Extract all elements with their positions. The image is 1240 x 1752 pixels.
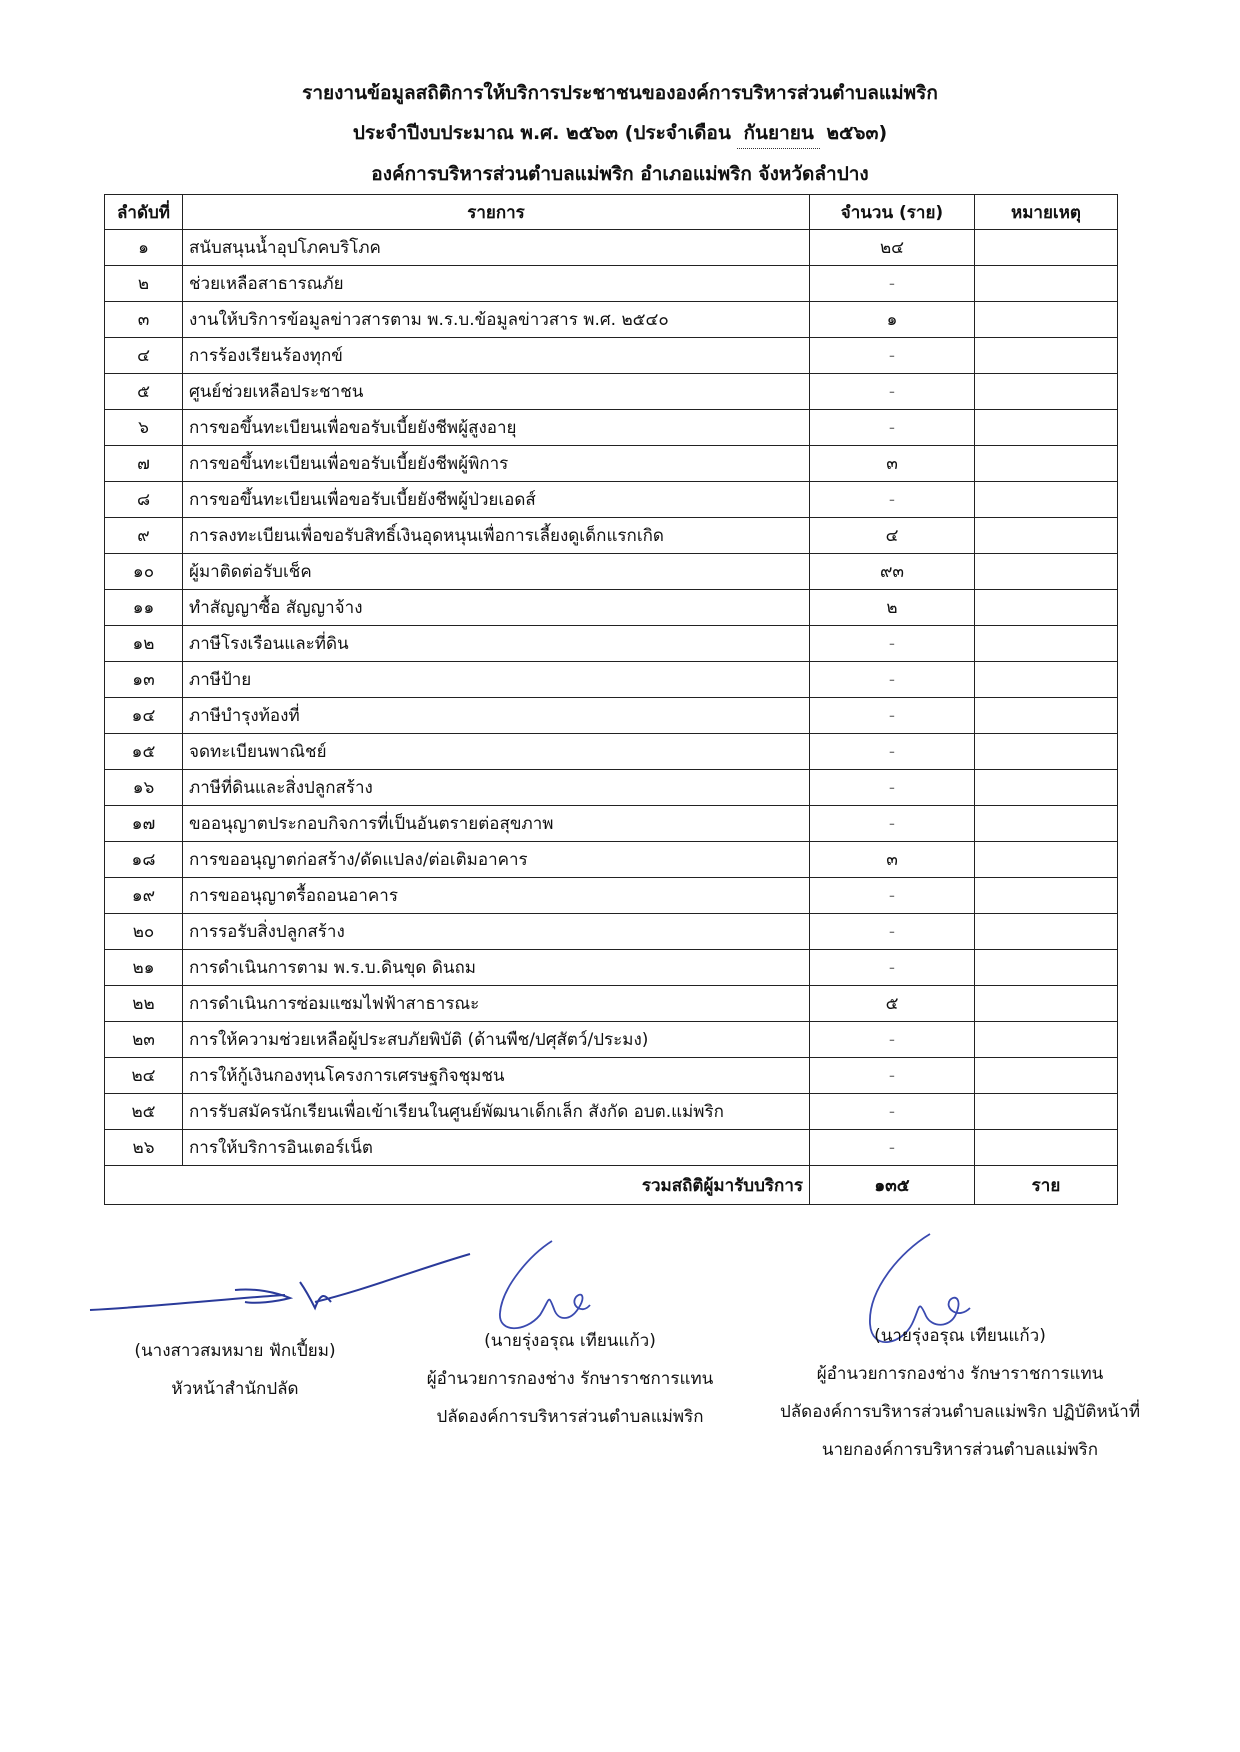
row-item: สนับสนุนน้ำอุปโภคบริโภค <box>183 230 810 266</box>
row-note <box>975 914 1118 950</box>
row-note <box>975 338 1118 374</box>
row-count: - <box>810 626 975 662</box>
table-row <box>105 734 1118 770</box>
row-note <box>975 1058 1118 1094</box>
table-row <box>105 1022 1118 1058</box>
row-note <box>975 482 1118 518</box>
row-note <box>975 806 1118 842</box>
row-item: ผู้มาติดต่อรับเช็ค <box>183 554 810 590</box>
row-number: ๘ <box>105 482 183 518</box>
signer-position: ผู้อำนวยการกองช่าง รักษาราชการแทน <box>816 1364 1104 1384</box>
table-row <box>105 482 1118 518</box>
table-row <box>105 806 1118 842</box>
row-count: ๓ <box>810 446 975 482</box>
row-number: ๓ <box>105 302 183 338</box>
row-item: การดำเนินการตาม พ.ร.บ.ดินขุด ดินถม <box>183 950 810 986</box>
row-note <box>975 374 1118 410</box>
total-label: รวมสถิติผู้มารับบริการ <box>105 1166 810 1205</box>
table-body <box>105 230 1118 1166</box>
row-item: ภาษีบำรุงท้องที่ <box>183 698 810 734</box>
row-number: ๑ <box>105 230 183 266</box>
table-row <box>105 698 1118 734</box>
row-number: ๑๙ <box>105 878 183 914</box>
table-row <box>105 518 1118 554</box>
row-note <box>975 986 1118 1022</box>
row-count: - <box>810 482 975 518</box>
table-row <box>105 590 1118 626</box>
table-row <box>105 410 1118 446</box>
signature-scribble-1 <box>85 1240 475 1330</box>
row-item: การขอขึ้นทะเบียนเพื่อขอรับเบี้ยยังชีพผู้ป่วยเอดส์ <box>183 482 810 518</box>
row-note <box>975 1130 1118 1166</box>
table-row <box>105 230 1118 266</box>
row-number: ๒๐ <box>105 914 183 950</box>
row-count: ๑ <box>810 302 975 338</box>
row-note <box>975 842 1118 878</box>
row-item: การลงทะเบียนเพื่อขอรับสิทธิ์เงินอุดหนุนเพื่อการเลี้ยงดูเด็กแรกเกิด <box>183 518 810 554</box>
row-number: ๑๕ <box>105 734 183 770</box>
table-row <box>105 1130 1118 1166</box>
row-count: - <box>810 914 975 950</box>
row-count: ๒ <box>810 590 975 626</box>
report-year-text: ๒๕๖๓) <box>826 122 888 144</box>
signer-position: ผู้อำนวยการกองช่าง รักษาราชการแทน <box>426 1369 714 1389</box>
row-number: ๑๖ <box>105 770 183 806</box>
row-note <box>975 734 1118 770</box>
row-note <box>975 266 1118 302</box>
row-note <box>975 230 1118 266</box>
row-number: ๒๓ <box>105 1022 183 1058</box>
column-header-count: จำนวน (ราย) <box>810 195 975 230</box>
row-item: ช่วยเหลือสาธารณภัย <box>183 266 810 302</box>
table-row <box>105 554 1118 590</box>
row-number: ๒๕ <box>105 1094 183 1130</box>
row-item: ศูนย์ช่วยเหลือประชาชน <box>183 374 810 410</box>
total-row <box>105 1166 1118 1205</box>
row-count: - <box>810 410 975 446</box>
fiscal-year-text: ประจำปีงบประมาณ พ.ศ. ๒๕๖๓ (ประจำเดือน <box>352 122 731 144</box>
row-item: การให้บริการอินเตอร์เน็ต <box>183 1130 810 1166</box>
row-number: ๑๘ <box>105 842 183 878</box>
table-row <box>105 1094 1118 1130</box>
statistics-table-container <box>104 194 1117 1205</box>
row-item: การขออนุญาตก่อสร้าง/ดัดแปลง/ต่อเติมอาคาร <box>183 842 810 878</box>
row-item: การให้ความช่วยเหลือผู้ประสบภัยพิบัติ (ด้านพืช/ปศุสัตว์/ประมง) <box>183 1022 810 1058</box>
row-count: - <box>810 734 975 770</box>
row-note <box>975 446 1118 482</box>
table-row <box>105 446 1118 482</box>
table-row <box>105 986 1118 1022</box>
report-subtitle <box>0 118 1240 149</box>
row-count: ๔ <box>810 518 975 554</box>
signature-block-1 <box>100 1332 370 1408</box>
total-count: ๑๓๕ <box>810 1166 975 1205</box>
row-count: - <box>810 770 975 806</box>
signer-position: หัวหน้าสำนักปลัด <box>171 1379 299 1399</box>
row-note <box>975 698 1118 734</box>
row-count: - <box>810 698 975 734</box>
row-item: ทำสัญญาซื้อ สัญญาจ้าง <box>183 590 810 626</box>
row-count: - <box>810 1094 975 1130</box>
row-count: ๓ <box>810 842 975 878</box>
column-header-note: หมายเหตุ <box>975 195 1118 230</box>
row-item: การขอขึ้นทะเบียนเพื่อขอรับเบี้ยยังชีพผู้สูงอายุ <box>183 410 810 446</box>
row-item: การรับสมัครนักเรียนเพื่อเข้าเรียนในศูนย์พัฒนาเด็กเล็ก สังกัด อบต.แม่พริก <box>183 1094 810 1130</box>
signature-block-2 <box>400 1322 740 1436</box>
row-item: การรอรับสิ่งปลูกสร้าง <box>183 914 810 950</box>
row-count: - <box>810 1130 975 1166</box>
row-count: - <box>810 950 975 986</box>
signature-block-3 <box>740 1317 1180 1469</box>
row-count: ๕ <box>810 986 975 1022</box>
signer-position: ปลัดองค์การบริหารส่วนตำบลแม่พริก ปฏิบัติหน้าที่ <box>779 1402 1141 1422</box>
organization-line: องค์การบริหารส่วนตำบลแม่พริก อำเภอแม่พริก จังหวัดลำปาง <box>371 163 869 185</box>
row-item: ภาษีที่ดินและสิ่งปลูกสร้าง <box>183 770 810 806</box>
table-row <box>105 338 1118 374</box>
row-item: การขออนุญาตรื้อถอนอาคาร <box>183 878 810 914</box>
row-item: การร้องเรียนร้องทุกข์ <box>183 338 810 374</box>
table-row <box>105 374 1118 410</box>
row-note <box>975 518 1118 554</box>
row-item: การขอขึ้นทะเบียนเพื่อขอรับเบี้ยยังชีพผู้พิการ <box>183 446 810 482</box>
row-note <box>975 590 1118 626</box>
row-count: - <box>810 662 975 698</box>
row-item: ภาษีป้าย <box>183 662 810 698</box>
row-number: ๑๐ <box>105 554 183 590</box>
statistics-table <box>104 194 1118 1205</box>
row-note <box>975 410 1118 446</box>
row-note <box>975 662 1118 698</box>
signer-name: (นายรุ่งอรุณ เทียนแก้ว) <box>874 1326 1046 1346</box>
row-number: ๑๑ <box>105 590 183 626</box>
row-item: ขออนุญาตประกอบกิจการที่เป็นอันตรายต่อสุขภาพ <box>183 806 810 842</box>
row-count: - <box>810 1058 975 1094</box>
row-count: - <box>810 266 975 302</box>
row-number: ๒๔ <box>105 1058 183 1094</box>
report-month: กันยายน <box>737 118 819 149</box>
row-count: - <box>810 878 975 914</box>
signer-name: (นายรุ่งอรุณ เทียนแก้ว) <box>484 1331 656 1351</box>
report-title: รายงานข้อมูลสถิติการให้บริการประชาชนขององค์การบริหารส่วนตำบลแม่พริก <box>302 82 938 104</box>
row-note <box>975 1094 1118 1130</box>
row-item: การให้กู้เงินกองทุนโครงการเศรษฐกิจชุมชน <box>183 1058 810 1094</box>
row-count: ๙๓ <box>810 554 975 590</box>
row-item: ภาษีโรงเรือนและที่ดิน <box>183 626 810 662</box>
column-header-item: รายการ <box>183 195 810 230</box>
row-note <box>975 1022 1118 1058</box>
table-row <box>105 878 1118 914</box>
row-note <box>975 770 1118 806</box>
table-row <box>105 842 1118 878</box>
signer-position: นายกองค์การบริหารส่วนตำบลแม่พริก <box>821 1440 1099 1460</box>
table-header-row <box>105 195 1118 230</box>
column-header-no: ลำดับที่ <box>105 195 183 230</box>
row-number: ๙ <box>105 518 183 554</box>
row-item: งานให้บริการข้อมูลข่าวสารตาม พ.ร.บ.ข้อมูลข่าวสาร พ.ศ. ๒๕๔๐ <box>183 302 810 338</box>
row-number: ๑๔ <box>105 698 183 734</box>
row-number: ๗ <box>105 446 183 482</box>
table-row <box>105 1058 1118 1094</box>
signer-position: ปลัดองค์การบริหารส่วนตำบลแม่พริก <box>436 1407 704 1427</box>
row-number: ๑๗ <box>105 806 183 842</box>
row-number: ๖ <box>105 410 183 446</box>
row-count: - <box>810 374 975 410</box>
row-note <box>975 554 1118 590</box>
row-count: - <box>810 1022 975 1058</box>
row-count: ๒๔ <box>810 230 975 266</box>
row-note <box>975 302 1118 338</box>
signer-name: (นางสาวสมหมาย ฟักเปี้ยม) <box>134 1341 336 1361</box>
row-item: การดำเนินการซ่อมแซมไฟฟ้าสาธารณะ <box>183 986 810 1022</box>
row-number: ๒ <box>105 266 183 302</box>
table-row <box>105 266 1118 302</box>
row-number: ๑๓ <box>105 662 183 698</box>
table-row <box>105 914 1118 950</box>
row-number: ๕ <box>105 374 183 410</box>
row-item: จดทะเบียนพาณิชย์ <box>183 734 810 770</box>
row-count: - <box>810 806 975 842</box>
row-note <box>975 950 1118 986</box>
row-number: ๒๒ <box>105 986 183 1022</box>
row-number: ๑๒ <box>105 626 183 662</box>
row-note <box>975 878 1118 914</box>
row-number: ๔ <box>105 338 183 374</box>
row-note <box>975 626 1118 662</box>
row-count: - <box>810 338 975 374</box>
row-number: ๒๑ <box>105 950 183 986</box>
table-row <box>105 626 1118 662</box>
total-unit: ราย <box>975 1166 1118 1205</box>
table-row <box>105 770 1118 806</box>
row-number: ๒๖ <box>105 1130 183 1166</box>
table-row <box>105 302 1118 338</box>
table-row <box>105 950 1118 986</box>
table-row <box>105 662 1118 698</box>
